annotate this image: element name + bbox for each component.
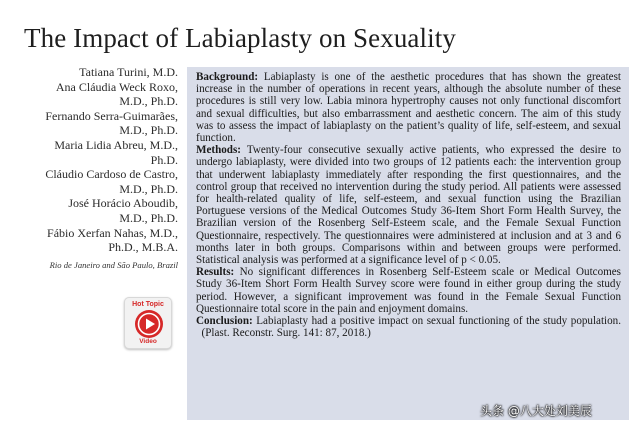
results-label: Results: (196, 266, 235, 279)
author-line: Ph.D., M.B.A. (108, 240, 178, 255)
author-line: José Horácio Aboudib, (68, 196, 178, 211)
conclusion-label: Conclusion: (196, 315, 253, 328)
author-list (2, 65, 178, 271)
results-text: No significant differences in Rosenberg Self-Esteem scale or Medical Outcomes Study 36-Item Short Form Health Survey score were found in either group during the study period. However, a significant improvement was found in the Female Sexual Function Questionnaire total score in the pain and enjoyment domains. (196, 266, 621, 315)
author-line: Fábio Xerfan Nahas, M.D., (47, 225, 178, 240)
background-label: Background: (196, 71, 259, 83)
paper-title: The Impact of Labiaplasty on Sexuality (24, 23, 456, 53)
author-line: Fernando Serra-Guimarães, (45, 108, 178, 123)
play-icon (134, 309, 164, 339)
author-line: M.D., Ph.D. (119, 123, 178, 138)
badge-video-label: Video (139, 338, 157, 345)
abstract-background (196, 71, 621, 144)
abstract-results (196, 266, 621, 315)
abstract-conclusion (196, 315, 621, 339)
author-line: M.D., Ph.D. (119, 94, 178, 109)
methods-label: Methods: (196, 144, 241, 157)
author-line: Tatiana Turini, M.D. (79, 65, 178, 79)
author-line: Cláudio Cardoso de Castro, (45, 167, 178, 182)
author-line: Ana Cláudia Weck Roxo, (55, 79, 178, 94)
hot-topic-video-badge[interactable] (124, 297, 172, 349)
methods-text: Twenty-four consecutive sexually active patients, who expressed the desire to undergo labiaplasty, were divided into two groups of 12 patients each: the intervention group that underwent labiaplasty immediately after responding the first questionnaires, and the control group that received no intervention during the study period. All patients were assessed for health-related quality of life, self-esteem, and sexual function using the Brazilian Portuguese versions of the Medical Outcomes Study 36-Item Short Form Health Survey, the Brazilian version of the Rosenberg Self-Esteem scale, and the Female Sexual Function Questionnaire, respectively. The questionnaires were administered at inclusion and at 3 and 6 months later in both groups. Comparisons within and between groups were performed. Statistical analysis was performed at a significance level of p < 0.05. (196, 144, 621, 267)
citation: (Plast. Reconstr. Surg. 141: 87, 2018.) (201, 327, 371, 340)
author-line: M.D., Ph.D. (119, 210, 178, 225)
author-line: M.D., Ph.D. (119, 181, 178, 196)
abstract-box (187, 67, 629, 420)
conclusion-text: Labiaplasty had a positive impact on sexual functioning of the study population. (256, 315, 621, 328)
abstract-methods (196, 144, 621, 266)
author-line: Ph.D. (150, 152, 178, 167)
affiliation: Rio de Janeiro and São Paulo, Brazil (49, 259, 178, 270)
badge-hot-topic-label: Hot Topic (132, 301, 164, 308)
watermark: 头条 @八大处刘美辰 (480, 404, 592, 418)
background-text: Labiaplasty is one of the aesthetic procedures that has shown the greatest increase in the number of operations in recent years, although the absolute number of these procedures is still very low. Labia minora hypertrophy causes not only functional discomfort and sexual difficulties, but also embarrassment and aesthetic concern. The aim of this study was to assess the impact of labiaplasty on the patient’s quality of life, self-esteem, and sexual function. (196, 71, 621, 145)
author-line: Maria Lidia Abreu, M.D., (54, 137, 178, 152)
